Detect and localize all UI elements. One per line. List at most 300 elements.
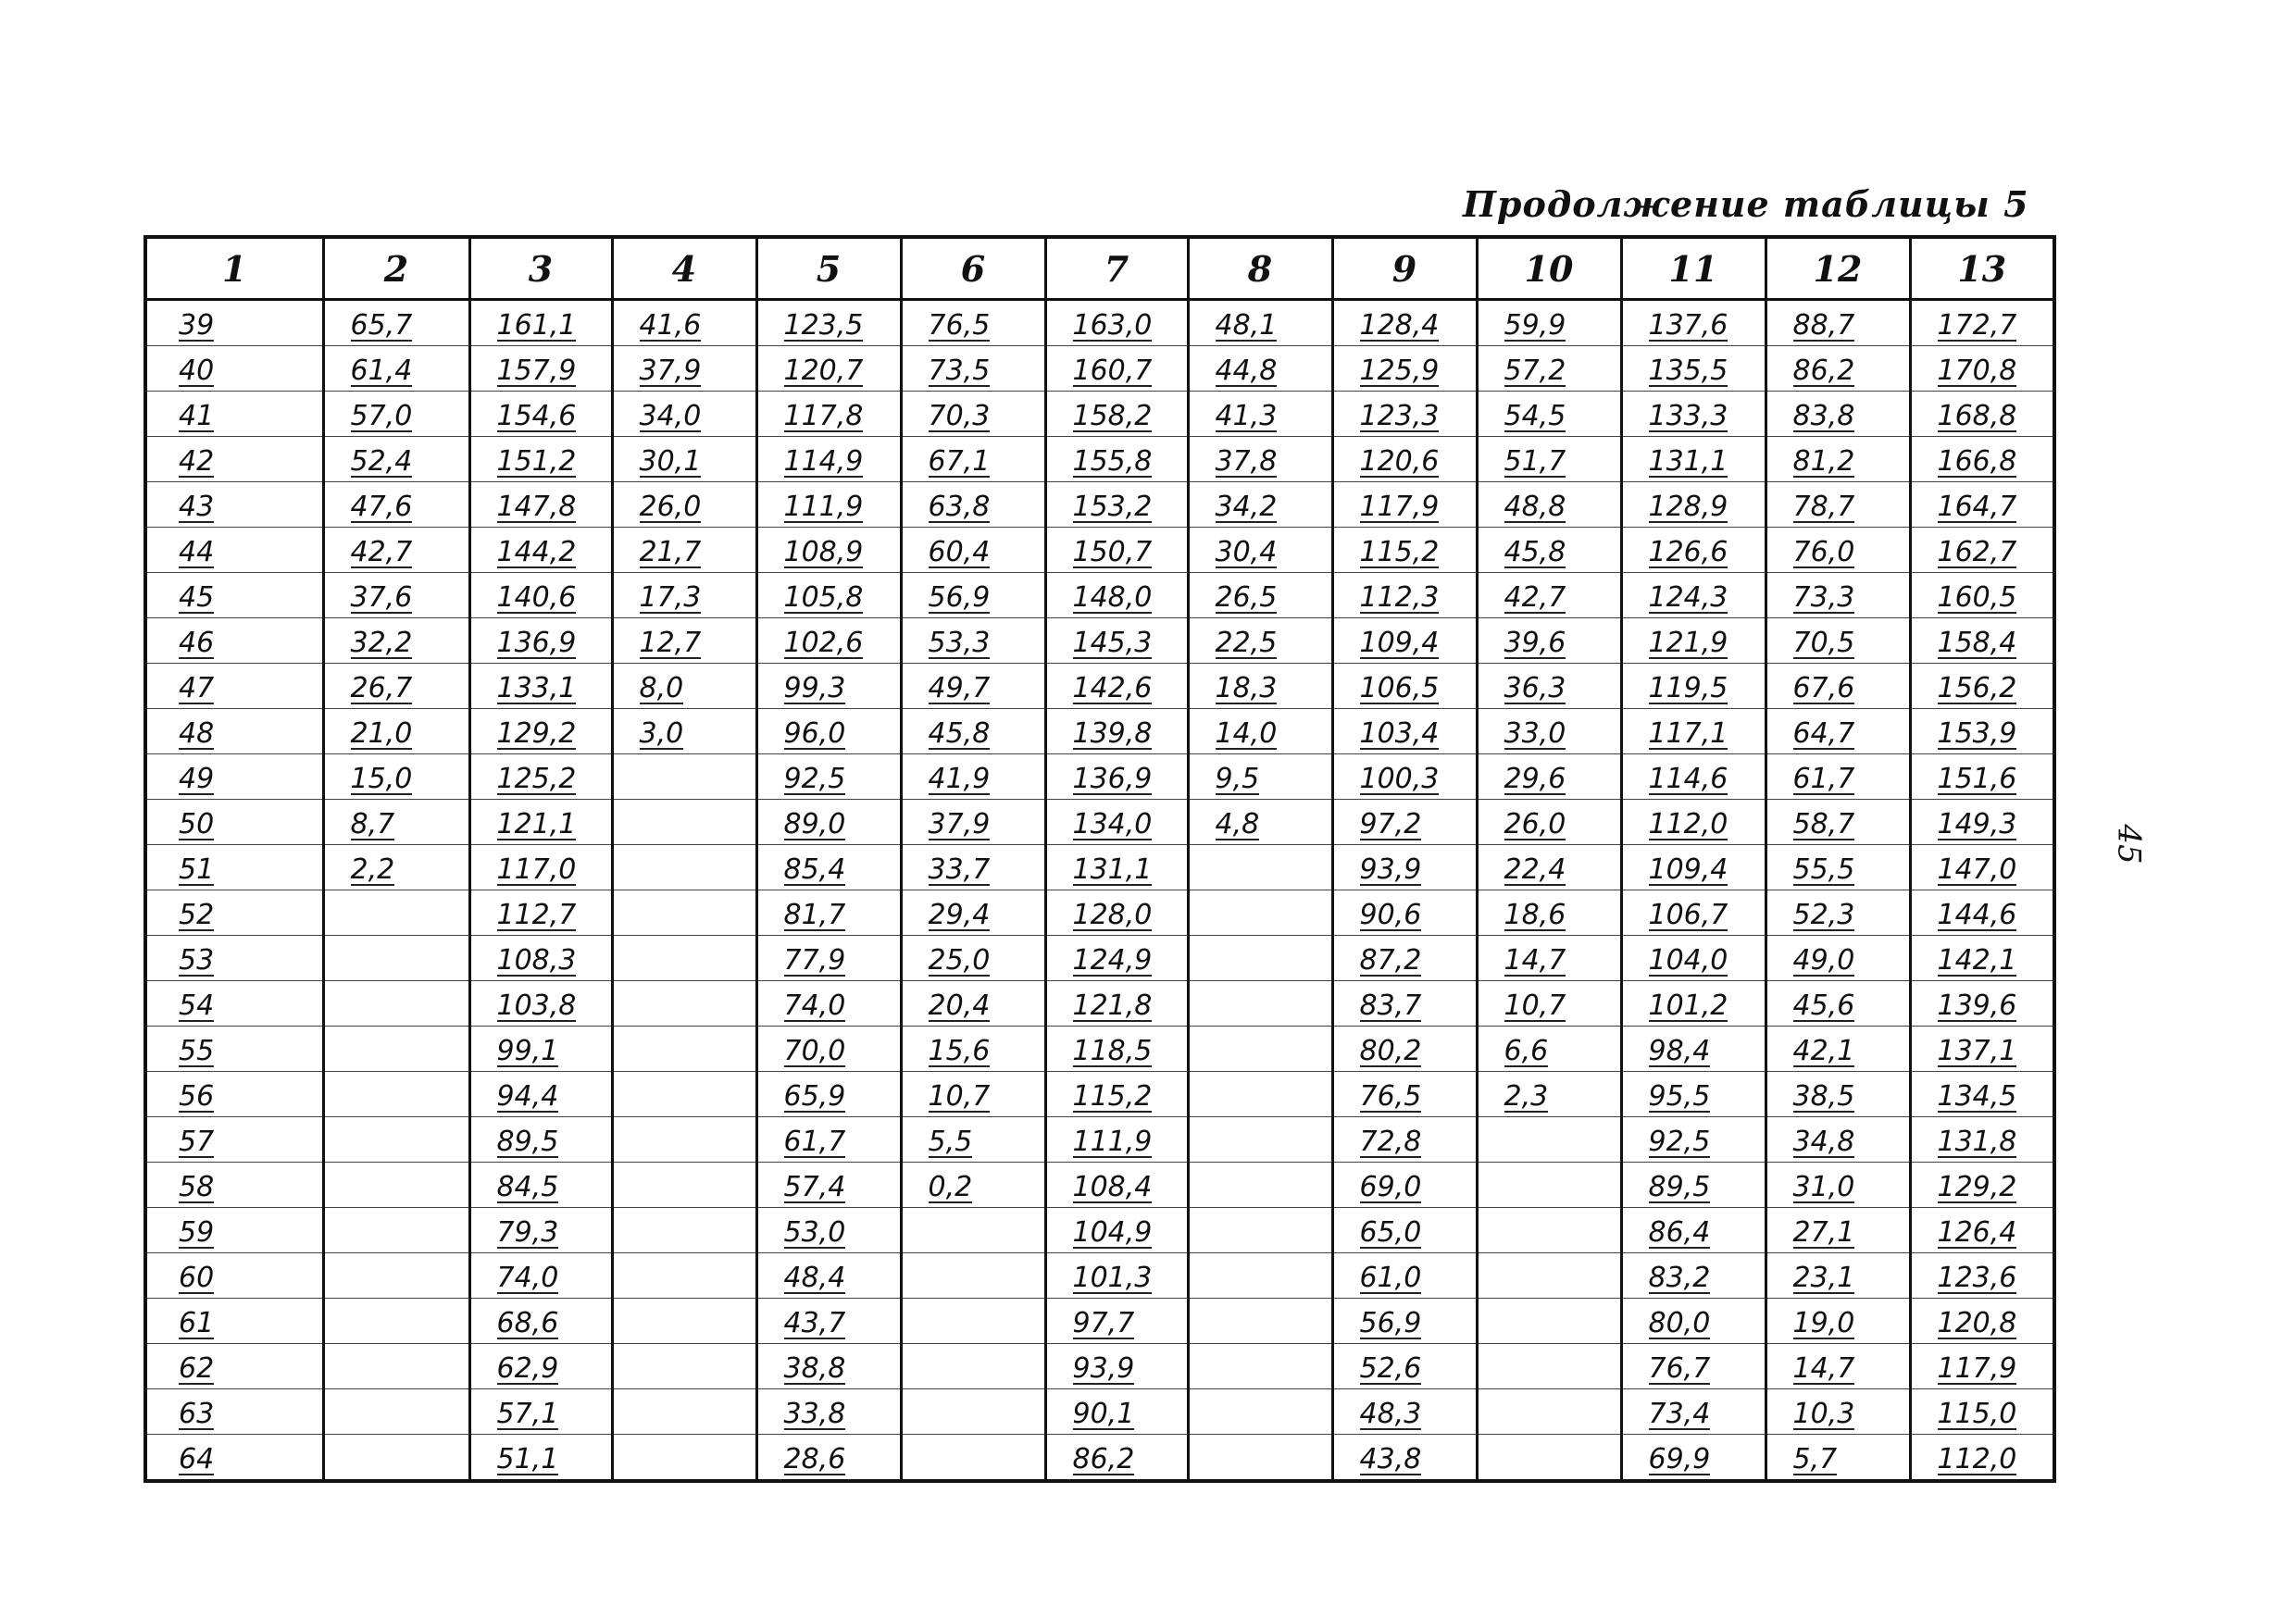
table-cell xyxy=(612,1253,756,1299)
cell-value: 42,7 xyxy=(350,535,413,568)
cell-value: 17,3 xyxy=(639,580,702,614)
table-cell xyxy=(1045,1117,1188,1163)
table-cell xyxy=(1766,528,1910,573)
cell-value: 31,0 xyxy=(1792,1170,1855,1203)
table-cell xyxy=(469,392,612,437)
cell-value: 70,0 xyxy=(783,1034,846,1067)
cell-value: 108,9 xyxy=(783,535,864,568)
table-row xyxy=(145,573,2054,618)
table-cell xyxy=(1188,1299,1332,1344)
table-cell xyxy=(901,1163,1045,1208)
cell-value: 54 xyxy=(179,989,215,1022)
table-cell xyxy=(1188,1253,1332,1299)
cell-value: 94,4 xyxy=(496,1079,559,1113)
table-cell xyxy=(323,1389,469,1435)
table-cell xyxy=(323,1435,469,1482)
cell-value: 168,8 xyxy=(1937,399,2017,432)
cell-value: 105,8 xyxy=(783,580,864,614)
cell-value: 115,2 xyxy=(1072,1079,1153,1113)
cell-value: 38,8 xyxy=(783,1351,846,1385)
cell-value: 109,4 xyxy=(1648,853,1728,886)
cell-value: 133,1 xyxy=(496,671,577,704)
table-cell xyxy=(1621,528,1766,573)
table-cell xyxy=(1621,1163,1766,1208)
cell-value: 54,5 xyxy=(1504,399,1566,432)
cell-value: 98,4 xyxy=(1648,1034,1711,1067)
table-cell xyxy=(323,618,469,664)
cell-value: 139,6 xyxy=(1937,989,2017,1022)
cell-value: 89,0 xyxy=(783,807,846,840)
table-cell xyxy=(323,981,469,1027)
table-cell xyxy=(756,1253,901,1299)
cell-value: 76,7 xyxy=(1648,1351,1711,1385)
table-cell xyxy=(1188,1027,1332,1072)
table-cell xyxy=(1332,573,1477,618)
cell-value: 30,1 xyxy=(639,444,702,478)
cell-value: 156,2 xyxy=(1937,671,2017,704)
table-cell xyxy=(323,528,469,573)
cell-value: 48,4 xyxy=(783,1261,846,1294)
table-cell xyxy=(1766,482,1910,528)
table-cell xyxy=(1477,1299,1621,1344)
cell-value: 33,8 xyxy=(783,1397,846,1430)
cell-value: 136,9 xyxy=(1072,762,1153,795)
cell-value: 26,5 xyxy=(1215,580,1278,614)
table-cell xyxy=(1621,482,1766,528)
table-cell xyxy=(1477,346,1621,392)
table-cell xyxy=(323,300,469,346)
cell-value: 2,3 xyxy=(1504,1079,1549,1113)
table-cell xyxy=(1621,300,1766,346)
table-cell xyxy=(145,1435,323,1482)
table-cell xyxy=(901,300,1045,346)
table-cell xyxy=(1621,1027,1766,1072)
table-cell xyxy=(1045,1435,1188,1482)
table-cell xyxy=(1045,618,1188,664)
cell-value: 117,9 xyxy=(1937,1351,2017,1385)
table-cell xyxy=(1332,754,1477,800)
cell-value: 43,7 xyxy=(783,1306,846,1339)
table-cell xyxy=(1332,936,1477,981)
table-cell xyxy=(756,1163,901,1208)
cell-value: 73,5 xyxy=(928,354,991,387)
cell-value: 52,4 xyxy=(350,444,413,478)
table-cell xyxy=(1621,845,1766,890)
cell-value: 136,9 xyxy=(496,626,577,659)
cell-value: 154,6 xyxy=(496,399,577,432)
table-cell xyxy=(1045,936,1188,981)
table-cell xyxy=(1477,300,1621,346)
table-row xyxy=(145,437,2054,482)
table-cell xyxy=(145,1344,323,1389)
cell-value: 69,0 xyxy=(1359,1170,1422,1203)
table-cell xyxy=(1332,1344,1477,1389)
cell-value: 135,5 xyxy=(1648,354,1728,387)
cell-value: 133,3 xyxy=(1648,399,1728,432)
table-cell xyxy=(1332,1027,1477,1072)
cell-value: 21,7 xyxy=(639,535,702,568)
cell-value: 108,3 xyxy=(496,943,577,977)
table-cell xyxy=(1621,1344,1766,1389)
table-cell xyxy=(1910,618,2054,664)
table-cell xyxy=(1766,800,1910,845)
cell-value: 44,8 xyxy=(1215,354,1278,387)
cell-value: 49,7 xyxy=(928,671,991,704)
cell-value: 45,8 xyxy=(928,716,991,750)
table-cell xyxy=(1188,1344,1332,1389)
column-header: 10 xyxy=(1477,237,1621,300)
table-cell xyxy=(469,437,612,482)
table-cell xyxy=(1332,1389,1477,1435)
table-cell xyxy=(1477,800,1621,845)
table-cell xyxy=(323,1027,469,1072)
table-cell xyxy=(756,1072,901,1117)
table-cell xyxy=(612,845,756,890)
cell-value: 121,8 xyxy=(1072,989,1153,1022)
cell-value: 55,5 xyxy=(1792,853,1855,886)
cell-value: 134,5 xyxy=(1937,1079,2017,1113)
cell-value: 34,8 xyxy=(1792,1125,1855,1158)
cell-value: 128,9 xyxy=(1648,490,1728,523)
cell-value: 61,7 xyxy=(783,1125,846,1158)
cell-value: 34,2 xyxy=(1215,490,1278,523)
table-cell xyxy=(1045,1389,1188,1435)
table-cell xyxy=(612,528,756,573)
cell-value: 142,6 xyxy=(1072,671,1153,704)
table-cell xyxy=(323,664,469,709)
column-header: 3 xyxy=(469,237,612,300)
table-row xyxy=(145,1299,2054,1344)
table-row xyxy=(145,1389,2054,1435)
column-header: 7 xyxy=(1045,237,1188,300)
table-cell xyxy=(323,890,469,936)
table-cell xyxy=(323,1344,469,1389)
table-cell xyxy=(1332,482,1477,528)
table-cell xyxy=(469,618,612,664)
cell-value: 112,0 xyxy=(1648,807,1728,840)
cell-value: 162,7 xyxy=(1937,535,2017,568)
table-cell xyxy=(1477,573,1621,618)
table-cell xyxy=(1910,528,2054,573)
table-cell xyxy=(1188,800,1332,845)
table-cell xyxy=(145,1027,323,1072)
table-cell xyxy=(1621,1117,1766,1163)
table-cell xyxy=(1477,1027,1621,1072)
table-cell xyxy=(1766,1163,1910,1208)
cell-value: 37,9 xyxy=(639,354,702,387)
cell-value: 41,3 xyxy=(1215,399,1278,432)
cell-value: 59,9 xyxy=(1504,308,1566,342)
table-cell xyxy=(1045,981,1188,1027)
cell-value: 63 xyxy=(179,1397,215,1430)
table-cell xyxy=(1045,346,1188,392)
table-cell xyxy=(612,1435,756,1482)
cell-value: 18,6 xyxy=(1504,898,1566,931)
table-cell xyxy=(469,346,612,392)
cell-value: 10,7 xyxy=(1504,989,1566,1022)
cell-value: 58 xyxy=(179,1170,215,1203)
cell-value: 134,0 xyxy=(1072,807,1153,840)
table-cell xyxy=(756,482,901,528)
table-cell xyxy=(323,1299,469,1344)
cell-value: 79,3 xyxy=(496,1215,559,1249)
cell-value: 115,0 xyxy=(1937,1397,2017,1430)
cell-value: 43 xyxy=(179,490,215,523)
table-cell xyxy=(469,573,612,618)
table-cell xyxy=(145,346,323,392)
table-cell xyxy=(323,754,469,800)
table-cell xyxy=(1766,981,1910,1027)
cell-value: 42,1 xyxy=(1792,1034,1855,1067)
table-cell xyxy=(901,800,1045,845)
table-cell xyxy=(323,573,469,618)
table-cell xyxy=(756,1344,901,1389)
cell-value: 51,7 xyxy=(1504,444,1566,478)
column-header: 11 xyxy=(1621,237,1766,300)
cell-value: 74,0 xyxy=(496,1261,559,1294)
table-cell xyxy=(901,1389,1045,1435)
table-cell xyxy=(756,664,901,709)
table-cell xyxy=(1621,1389,1766,1435)
table-cell xyxy=(1188,346,1332,392)
cell-value: 10,3 xyxy=(1792,1397,1855,1430)
table-cell xyxy=(1910,573,2054,618)
cell-value: 142,1 xyxy=(1937,943,2017,977)
cell-value: 76,5 xyxy=(928,308,991,342)
cell-value: 62,9 xyxy=(496,1351,559,1385)
cell-value: 118,5 xyxy=(1072,1034,1153,1067)
cell-value: 44 xyxy=(179,535,215,568)
table-cell xyxy=(1188,754,1332,800)
table-cell xyxy=(756,573,901,618)
table-cell xyxy=(1188,1389,1332,1435)
table-cell xyxy=(145,1163,323,1208)
cell-value: 86,2 xyxy=(1072,1442,1135,1475)
cell-value: 41 xyxy=(179,399,215,432)
cell-value: 153,9 xyxy=(1937,716,2017,750)
cell-value: 83,8 xyxy=(1792,399,1855,432)
cell-value: 53,0 xyxy=(783,1215,846,1249)
table-cell xyxy=(469,1344,612,1389)
table-cell xyxy=(145,392,323,437)
cell-value: 10,7 xyxy=(928,1079,991,1113)
table-cell xyxy=(1910,936,2054,981)
cell-value: 39,6 xyxy=(1504,626,1566,659)
cell-value: 51 xyxy=(179,853,215,886)
cell-value: 42,7 xyxy=(1504,580,1566,614)
cell-value: 153,2 xyxy=(1072,490,1153,523)
table-cell xyxy=(1045,300,1188,346)
table-cell xyxy=(1188,1117,1332,1163)
cell-value: 84,5 xyxy=(496,1170,559,1203)
table-row xyxy=(145,664,2054,709)
table-cell xyxy=(1621,346,1766,392)
table-cell xyxy=(1188,1435,1332,1482)
table-cell xyxy=(1332,392,1477,437)
cell-value: 47 xyxy=(179,671,215,704)
table-cell xyxy=(1045,800,1188,845)
cell-value: 124,9 xyxy=(1072,943,1153,977)
table-cell xyxy=(1766,1389,1910,1435)
cell-value: 53 xyxy=(179,943,215,977)
cell-value: 90,1 xyxy=(1072,1397,1135,1430)
table-cell xyxy=(1332,1117,1477,1163)
table-row xyxy=(145,618,2054,664)
cell-value: 87,2 xyxy=(1359,943,1422,977)
table-cell xyxy=(1621,936,1766,981)
table-cell xyxy=(469,664,612,709)
table-cell xyxy=(901,981,1045,1027)
table-cell xyxy=(1621,754,1766,800)
cell-value: 57,4 xyxy=(783,1170,846,1203)
table-cell xyxy=(1188,528,1332,573)
cell-value: 51,1 xyxy=(496,1442,559,1475)
table-cell xyxy=(1621,1299,1766,1344)
cell-value: 81,2 xyxy=(1792,444,1855,478)
cell-value: 95,5 xyxy=(1648,1079,1711,1113)
table-cell xyxy=(1766,1208,1910,1253)
table-row xyxy=(145,1253,2054,1299)
cell-value: 38,5 xyxy=(1792,1079,1855,1113)
cell-value: 15,6 xyxy=(928,1034,991,1067)
table-cell xyxy=(1766,1072,1910,1117)
cell-value: 139,8 xyxy=(1072,716,1153,750)
table-cell xyxy=(145,1389,323,1435)
cell-value: 115,2 xyxy=(1359,535,1440,568)
cell-value: 117,0 xyxy=(496,853,577,886)
cell-value: 120,8 xyxy=(1937,1306,2017,1339)
table-cell xyxy=(901,1027,1045,1072)
cell-value: 161,1 xyxy=(496,308,577,342)
cell-value: 43,8 xyxy=(1359,1442,1422,1475)
table-cell xyxy=(1332,709,1477,754)
table-cell xyxy=(469,936,612,981)
data-table xyxy=(144,235,2056,1483)
cell-value: 37,8 xyxy=(1215,444,1278,478)
table-cell xyxy=(901,392,1045,437)
table-cell xyxy=(145,890,323,936)
cell-value: 151,6 xyxy=(1937,762,2017,795)
table-cell xyxy=(1332,800,1477,845)
table-cell xyxy=(145,709,323,754)
cell-value: 90,6 xyxy=(1359,898,1422,931)
cell-value: 57,1 xyxy=(496,1397,559,1430)
cell-value: 128,0 xyxy=(1072,898,1153,931)
cell-value: 129,2 xyxy=(496,716,577,750)
cell-value: 158,4 xyxy=(1937,626,2017,659)
table-cell xyxy=(1766,437,1910,482)
cell-value: 29,4 xyxy=(928,898,991,931)
cell-value: 111,9 xyxy=(1072,1125,1153,1158)
cell-value: 72,8 xyxy=(1359,1125,1422,1158)
cell-value: 123,6 xyxy=(1937,1261,2017,1294)
cell-value: 50 xyxy=(179,807,215,840)
cell-value: 8,0 xyxy=(639,671,684,704)
cell-value: 88,7 xyxy=(1792,308,1855,342)
cell-value: 83,7 xyxy=(1359,989,1422,1022)
table-cell xyxy=(901,437,1045,482)
table-cell xyxy=(145,981,323,1027)
table-cell xyxy=(323,1163,469,1208)
cell-value: 155,8 xyxy=(1072,444,1153,478)
table-cell xyxy=(469,1117,612,1163)
table-cell xyxy=(756,890,901,936)
table-cell xyxy=(1332,346,1477,392)
cell-value: 57,2 xyxy=(1504,354,1566,387)
table-cell xyxy=(145,528,323,573)
cell-value: 117,9 xyxy=(1359,490,1440,523)
table-cell xyxy=(1332,437,1477,482)
cell-value: 53,3 xyxy=(928,626,991,659)
table-cell xyxy=(1910,1208,2054,1253)
cell-value: 83,2 xyxy=(1648,1261,1711,1294)
table-cell xyxy=(1188,618,1332,664)
table-cell xyxy=(901,845,1045,890)
table-cell xyxy=(469,1299,612,1344)
table-cell xyxy=(1332,1208,1477,1253)
header-row xyxy=(145,237,2054,300)
table-cell xyxy=(145,1299,323,1344)
cell-value: 65,9 xyxy=(783,1079,846,1113)
table-cell xyxy=(1477,1208,1621,1253)
table-cell xyxy=(612,573,756,618)
table-row xyxy=(145,800,2054,845)
table-cell xyxy=(756,300,901,346)
cell-value: 128,4 xyxy=(1359,308,1440,342)
table-row xyxy=(145,1027,2054,1072)
cell-value: 46 xyxy=(179,626,215,659)
cell-value: 76,5 xyxy=(1359,1079,1422,1113)
table-cell xyxy=(1621,1072,1766,1117)
cell-value: 126,4 xyxy=(1937,1215,2017,1249)
cell-value: 163,0 xyxy=(1072,308,1153,342)
column-header: 4 xyxy=(612,237,756,300)
cell-value: 67,1 xyxy=(928,444,991,478)
table-cell xyxy=(1910,1072,2054,1117)
table-cell xyxy=(469,1389,612,1435)
cell-value: 129,2 xyxy=(1937,1170,2017,1203)
table-cell xyxy=(612,890,756,936)
table-row xyxy=(145,890,2054,936)
cell-value: 157,9 xyxy=(496,354,577,387)
table-cell xyxy=(1045,1299,1188,1344)
table-cell xyxy=(1766,1299,1910,1344)
table-cell xyxy=(1477,1435,1621,1482)
cell-value: 96,0 xyxy=(783,716,846,750)
table-cell xyxy=(901,1208,1045,1253)
cell-value: 45 xyxy=(179,580,215,614)
table-cell xyxy=(1477,528,1621,573)
table-cell xyxy=(756,1117,901,1163)
cell-value: 61,0 xyxy=(1359,1261,1422,1294)
table-cell xyxy=(145,754,323,800)
table-cell xyxy=(1477,981,1621,1027)
table-cell xyxy=(756,709,901,754)
cell-value: 8,7 xyxy=(350,807,395,840)
table-cell xyxy=(145,1072,323,1117)
table-cell xyxy=(469,1208,612,1253)
cell-value: 20,4 xyxy=(928,989,991,1022)
table-cell xyxy=(1477,1072,1621,1117)
table-cell xyxy=(1766,754,1910,800)
table-cell xyxy=(612,300,756,346)
column-header: 1 xyxy=(145,237,323,300)
table-cell xyxy=(469,1253,612,1299)
table-cell xyxy=(469,754,612,800)
cell-value: 57 xyxy=(179,1125,215,1158)
cell-value: 80,0 xyxy=(1648,1306,1711,1339)
cell-value: 103,8 xyxy=(496,989,577,1022)
